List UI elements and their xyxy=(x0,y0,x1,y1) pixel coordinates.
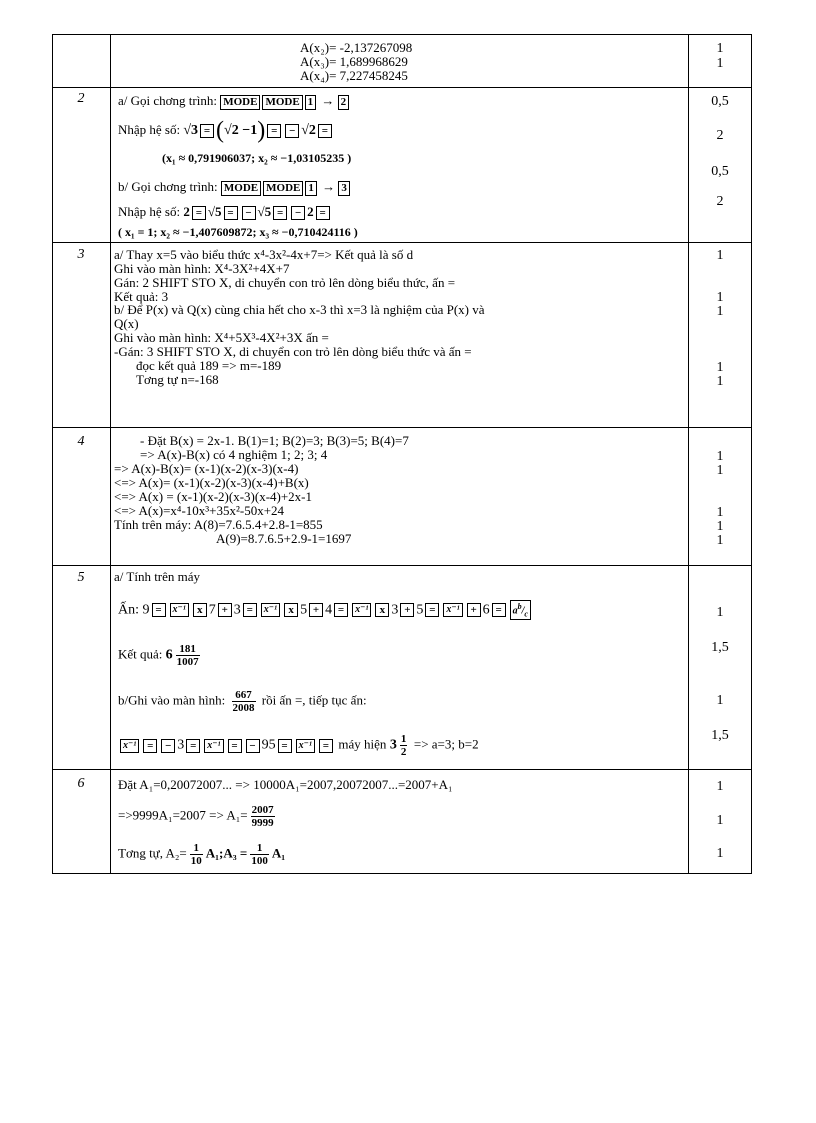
fraction xyxy=(232,689,256,714)
result-whole: 6 xyxy=(165,647,173,663)
arrow: → xyxy=(322,179,336,194)
input-label: Nhập hệ số: xyxy=(118,122,181,137)
score: 1 xyxy=(716,463,724,478)
answer-table-lower xyxy=(52,874,752,875)
mode-key: MODE xyxy=(262,95,302,110)
text-line: => A(x)-B(x) có 4 nghiệm 1; 2; 3; 4 xyxy=(140,447,328,462)
text-line: A(x₄)= 7,227458245 xyxy=(300,69,408,83)
mode-key: MODE xyxy=(221,181,261,196)
score: 1 xyxy=(716,846,724,861)
score: 1 xyxy=(716,360,724,375)
text-line: <=> A(x)=x⁴-10x³+35x²-50x+24 xyxy=(114,503,285,518)
score: 2 xyxy=(716,194,724,209)
text-line: - Đặt B(x) = 2x-1. B(1)=1; B(2)=3; B(3)=5; B(4)=7 xyxy=(140,433,409,448)
b-key-sequence: x⁻¹ = − 3 = x⁻¹ = − 95 = x⁻¹ = máy hiện 3 $\frac{1}{2}$ => a=3; b=2 xyxy=(118,733,479,758)
score: 1 xyxy=(716,779,724,794)
score: 1 xyxy=(716,374,724,389)
question-number: 6 xyxy=(77,776,85,791)
text-line: <=> A(x)= (x-1)(x-2)(x-3)(x-4)+B(x) xyxy=(114,475,309,490)
score: 1 xyxy=(716,605,724,620)
result-b: ( x₁ = 1; x₂ ≈ −1,407609872; x₃ ≈ −0,710424116 ) xyxy=(118,225,358,239)
program-call-b xyxy=(118,180,352,196)
score: 1 xyxy=(716,693,724,708)
text-line: <=> A(x) = (x-1)(x-2)(x-3)(x-4)+2x-1 xyxy=(114,489,313,504)
two-key: 2 xyxy=(338,95,350,110)
score: 0,5 xyxy=(711,164,729,179)
coeff-input-a xyxy=(118,117,334,144)
coeff-input-b xyxy=(118,205,332,220)
text-line: Tơng tự, A₂= $\frac{1}{10}$ A₁;A₃ = $\frac{1}{100}$ A₁ xyxy=(118,842,286,867)
text-line: Tính trên máy: A(8)=7.6.5.4+2.8-1=855 xyxy=(114,517,323,532)
text-line: Gán: 2 SHIFT STO X, di chuyển con trỏ lên dòng biểu thức, ấn = xyxy=(114,275,456,290)
score: 1 xyxy=(716,304,724,319)
numerator: 667 xyxy=(232,689,256,702)
score: 1 xyxy=(716,813,724,828)
score: 1 xyxy=(716,248,724,263)
question-number: 3 xyxy=(77,247,85,262)
score: 1 xyxy=(716,505,724,520)
score: 1 xyxy=(716,519,724,534)
result-a: (x₁ ≈ 0,791906037; x₂ ≈ −1,03105235 ) xyxy=(162,151,352,165)
press-label: Ấn: xyxy=(118,602,139,618)
row-divider xyxy=(52,427,752,428)
question-number: 5 xyxy=(77,570,85,585)
question-number: 2 xyxy=(77,91,85,106)
press-sequence: Ấn: 9 = x⁻¹ x 7 + 3 = x⁻¹ x 5 + 4 = x⁻¹ x $3 + 5 = x^{-1} + 6 = a^b/_c$ xyxy=(118,600,533,620)
answer-table xyxy=(52,34,752,874)
text-line: A(x₃)= 1,689968629 xyxy=(300,54,408,69)
row-divider xyxy=(52,34,752,35)
display-fraction xyxy=(400,733,408,758)
key-sequence-b: 2 = √5 = − √5 = − 2 = xyxy=(183,204,331,219)
numerator: 2007 xyxy=(251,804,274,816)
text: Tơng tự, A₂= xyxy=(118,845,187,861)
text: rồi ấn =, tiếp tục ấn: xyxy=(261,692,367,708)
table-border-left xyxy=(52,34,53,874)
three-key: 3 xyxy=(338,181,350,196)
input-label: Nhập hệ số: xyxy=(118,204,181,219)
text-line: b/ Để P(x) và Q(x) cùng chia hết cho x-3 thì x=3 là nghiệm của P(x) và xyxy=(114,302,485,317)
text-line: đọc kết quả 189 => m=-189 xyxy=(136,358,282,373)
text-line: Đặt A₁=0,20072007... => 10000A₁=2007,20072007...=2007+A₁ xyxy=(118,777,453,792)
text-line: -Gán: 3 SHIFT STO X, di chuyển con trỏ lên dòng biểu thức và ấn = xyxy=(114,344,472,359)
program-call-a xyxy=(118,94,351,110)
numerator: 181 xyxy=(176,643,200,656)
numerator: 1 xyxy=(400,733,407,745)
denominator: 2 xyxy=(400,746,407,758)
final-answer: => a=3; b=2 xyxy=(413,736,479,752)
score: 1 xyxy=(716,449,724,464)
score: 1 xyxy=(716,533,724,548)
text-line: A(9)=8.7.6.5+2.9-1=1697 xyxy=(216,532,352,546)
result-fraction xyxy=(176,643,200,668)
one-key: 1 xyxy=(305,95,317,110)
text: máy hiện xyxy=(338,736,387,752)
score: 1,5 xyxy=(711,640,729,655)
text-line: Ghi vào màn hình: X⁴-3X²+4X+7 xyxy=(114,261,290,276)
mode-key: MODE xyxy=(220,95,260,110)
row-divider xyxy=(52,769,752,770)
score: 0,5 xyxy=(711,94,729,109)
text-line: Q(x) xyxy=(114,316,139,331)
text-line: a/ Thay x=5 vào biểu thức x⁴-3x²-4x+7=> Kết quả là số d xyxy=(114,247,414,262)
mode-key: MODE xyxy=(263,181,303,196)
text-line: A(x₂)= -2,137267098 xyxy=(300,40,413,55)
text: =>9999A₁=2007 => A₁= xyxy=(118,807,248,823)
b-line xyxy=(118,689,367,714)
score: 1 xyxy=(716,56,724,71)
text-line: Kết quả: 3 xyxy=(114,289,169,304)
text: a/ Gọi chơng trình: xyxy=(118,93,217,108)
key-sequence-a: √3 = (√2 −1) = − √2 = xyxy=(183,123,334,138)
text: b/ Gọi chơng trình: xyxy=(118,179,218,194)
score: 1 xyxy=(716,41,724,56)
score: 1,5 xyxy=(711,728,729,743)
row-divider xyxy=(52,242,752,243)
text: b/Ghi vào màn hình: xyxy=(118,692,226,708)
text-line: => A(x)-B(x)= (x-1)(x-2)(x-3)(x-4) xyxy=(114,461,299,476)
display-whole: 3 xyxy=(389,737,397,753)
table-col-divider-1 xyxy=(110,34,111,874)
text-line xyxy=(118,804,278,829)
score: 1 xyxy=(716,290,724,305)
row-divider xyxy=(52,565,752,566)
text-line: a/ Tính trên máy xyxy=(114,569,201,584)
result-line xyxy=(118,643,203,668)
denominator: 1007 xyxy=(176,656,199,668)
one-key: 1 xyxy=(305,181,317,196)
text-line: Tơng tự n=-168 xyxy=(136,372,219,387)
score: 2 xyxy=(716,128,724,143)
row-divider xyxy=(52,87,752,88)
fraction xyxy=(251,804,275,829)
arrow: → xyxy=(321,93,335,108)
denominator: 2008 xyxy=(232,702,255,714)
text-line: Ghi vào màn hình: X⁴+5X³-4X²+3X ấn = xyxy=(114,330,329,345)
question-number: 4 xyxy=(77,434,85,449)
denominator: 9999 xyxy=(251,817,274,829)
result-label: Kết quả: xyxy=(118,646,163,662)
